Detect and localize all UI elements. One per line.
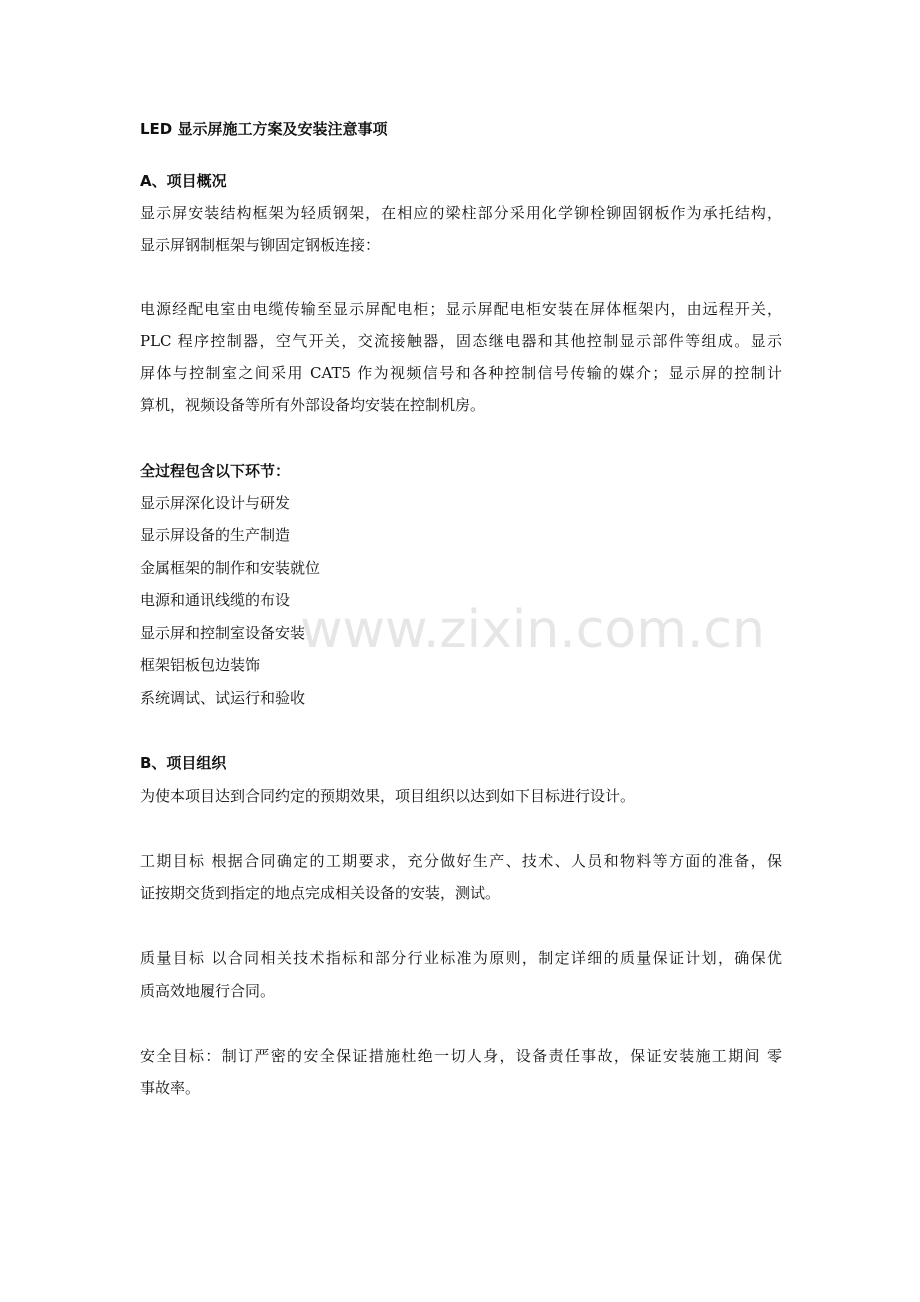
process-step: 系统调试、试运行和验收	[140, 689, 306, 707]
process-step: 显示屏设备的生产制造	[140, 526, 291, 544]
quality-goal-line: 质高效地履行合同。	[140, 982, 276, 1000]
section-a-para1-line: 显示屏钢制框架与铆固定钢板连接：	[140, 236, 381, 254]
process-step: 金属框架的制作和安装就位	[140, 559, 321, 577]
section-a-para2-line: PLC 程序控制器，空气开关，交流接触器，固态继电器和其他控制显示部件等组成。显示	[140, 332, 782, 350]
schedule-goal-line: 证按期交货到指定的地点完成相关设备的安装，测试。	[140, 884, 501, 902]
process-step: 显示屏和控制室设备安装	[140, 624, 306, 642]
section-b-heading: B、项目组织	[140, 754, 227, 772]
section-a-para2-line: 屏体与控制室之间采用 CAT5 作为视频信号和各种控制信号传输的媒介；显示屏的控制计	[140, 364, 782, 382]
process-step: 显示屏深化设计与研发	[140, 494, 291, 512]
section-a-para1-line: 显示屏安装结构框架为轻质钢架，在相应的梁柱部分采用化学铆栓铆固钢板作为承托结构，	[140, 204, 782, 222]
section-b-intro: 为使本项目达到合同约定的预期效果，项目组织以达到如下目标进行设计。	[140, 787, 636, 805]
section-a-heading: A、项目概况	[140, 172, 227, 190]
section-a-para2-line: 算机，视频设备等所有外部设备均安装在控制机房。	[140, 396, 486, 414]
process-heading: 全过程包含以下环节：	[140, 462, 291, 480]
watermark: www.zixin.com.cn	[300, 600, 765, 660]
document-title: LED 显示屏施工方案及安装注意事项	[140, 120, 388, 138]
process-step: 电源和通讯线缆的布设	[140, 591, 291, 609]
process-step: 框架铝板包边装饰	[140, 656, 261, 674]
quality-goal-line: 质量目标 以合同相关技术指标和部分行业标准为原则，制定详细的质量保证计划，确保优	[140, 949, 782, 967]
section-a-para2-line: 电源经配电室由电缆传输至显示屏配电柜；显示屏配电柜安装在屏体框架内，由远程开关，	[140, 300, 782, 318]
safety-goal-line: 安全目标：制订严密的安全保证措施杜绝一切人身，设备责任事故，保证安装施工期间 零	[140, 1047, 782, 1065]
safety-goal-line: 事故率。	[140, 1079, 201, 1097]
schedule-goal-line: 工期目标 根据合同确定的工期要求，充分做好生产、技术、人员和物料等方面的准备，保	[140, 852, 782, 870]
